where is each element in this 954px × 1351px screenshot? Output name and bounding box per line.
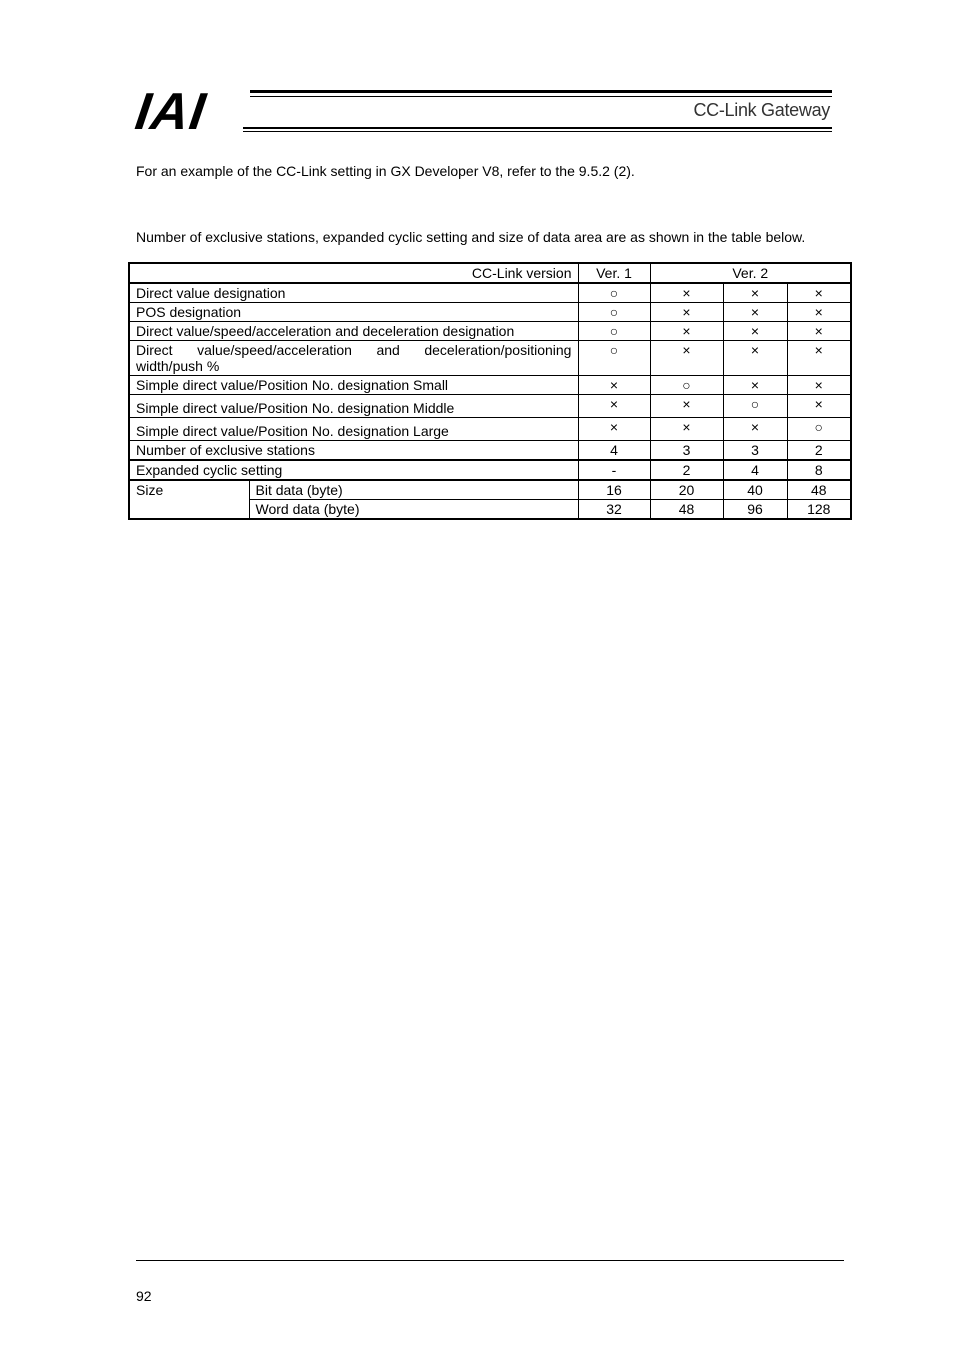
row-label: Simple direct value/Position No. designation Middle bbox=[129, 395, 578, 418]
cell: × bbox=[723, 283, 787, 303]
table-row bbox=[129, 480, 851, 500]
iai-logo: IAI bbox=[131, 83, 210, 141]
row-label-line2: width/push % bbox=[136, 358, 220, 374]
cell: 2 bbox=[650, 460, 723, 480]
footer-rule bbox=[136, 1260, 844, 1261]
cell: × bbox=[578, 376, 650, 395]
cell: × bbox=[650, 341, 723, 376]
size-label: Size bbox=[129, 480, 249, 519]
cell: × bbox=[787, 341, 851, 376]
cell: 48 bbox=[650, 500, 723, 520]
cell: × bbox=[650, 303, 723, 322]
row-label bbox=[129, 341, 578, 376]
header-rule-bottom bbox=[243, 127, 832, 129]
cell: 3 bbox=[723, 441, 787, 461]
header-rule-bottom-thin bbox=[243, 131, 832, 132]
document-title: CC-Link Gateway bbox=[693, 100, 830, 120]
row-label: Simple direct value/Position No. designation Large bbox=[129, 418, 578, 441]
word-data-label: Word data (byte) bbox=[249, 500, 578, 520]
row-label-line1: Direct value/speed/acceleration and deceleration/positioning bbox=[136, 342, 572, 358]
cell: ○ bbox=[578, 341, 650, 376]
cell: × bbox=[787, 303, 851, 322]
row-label: Expanded cyclic setting bbox=[129, 460, 578, 480]
cell: × bbox=[578, 418, 650, 441]
cell: × bbox=[723, 303, 787, 322]
cell: 4 bbox=[578, 441, 650, 461]
row-label: Direct value/speed/acceleration and deceleration designation bbox=[129, 322, 578, 341]
cell: 8 bbox=[787, 460, 851, 480]
table-row bbox=[129, 322, 851, 341]
table-row bbox=[129, 418, 851, 441]
cell: × bbox=[723, 341, 787, 376]
cell: × bbox=[787, 322, 851, 341]
cell: × bbox=[650, 322, 723, 341]
cell: 4 bbox=[723, 460, 787, 480]
cell: 20 bbox=[650, 480, 723, 500]
table-row bbox=[129, 460, 851, 480]
table-row bbox=[129, 441, 851, 461]
row-label: Direct value designation bbox=[129, 283, 578, 303]
cell: × bbox=[723, 376, 787, 395]
cell: × bbox=[650, 283, 723, 303]
row-label: Simple direct value/Position No. designation Small bbox=[129, 376, 578, 395]
table-row bbox=[129, 395, 851, 418]
cell: × bbox=[787, 395, 851, 418]
cc-link-station-table bbox=[128, 262, 852, 520]
table-header-row bbox=[129, 263, 851, 283]
cell: 96 bbox=[723, 500, 787, 520]
cell: 32 bbox=[578, 500, 650, 520]
cell: × bbox=[723, 418, 787, 441]
header-ver2: Ver. 2 bbox=[650, 263, 851, 283]
cell: 40 bbox=[723, 480, 787, 500]
table-row bbox=[129, 303, 851, 322]
row-label: Number of exclusive stations bbox=[129, 441, 578, 461]
cell: × bbox=[723, 322, 787, 341]
cell: × bbox=[578, 395, 650, 418]
cell: - bbox=[578, 460, 650, 480]
header-rule-mid bbox=[250, 96, 832, 97]
cell: 2 bbox=[787, 441, 851, 461]
cell: × bbox=[787, 376, 851, 395]
cell: × bbox=[650, 395, 723, 418]
header-ver1: Ver. 1 bbox=[578, 263, 650, 283]
header-cc-link-version: CC-Link version bbox=[129, 263, 578, 283]
table-caption: Number of exclusive stations, expanded cyclic setting and size of data area are as shown in the table below. bbox=[136, 229, 806, 245]
cell: × bbox=[650, 418, 723, 441]
cell: 3 bbox=[650, 441, 723, 461]
cell: × bbox=[787, 283, 851, 303]
cell: ○ bbox=[578, 303, 650, 322]
cell: ○ bbox=[650, 376, 723, 395]
intro-paragraph: For an example of the CC-Link setting in GX Developer V8, refer to the 9.5.2 (2). bbox=[136, 163, 635, 179]
cell: ○ bbox=[723, 395, 787, 418]
cell: ○ bbox=[578, 283, 650, 303]
cell: ○ bbox=[787, 418, 851, 441]
page-number: 92 bbox=[136, 1288, 152, 1304]
table-row bbox=[129, 283, 851, 303]
cell: 16 bbox=[578, 480, 650, 500]
cell: 128 bbox=[787, 500, 851, 520]
cell: ○ bbox=[578, 322, 650, 341]
row-label: POS designation bbox=[129, 303, 578, 322]
cell: 48 bbox=[787, 480, 851, 500]
table-row bbox=[129, 376, 851, 395]
table-row bbox=[129, 341, 851, 376]
bit-data-label: Bit data (byte) bbox=[249, 480, 578, 500]
header-rule-top bbox=[250, 90, 832, 93]
